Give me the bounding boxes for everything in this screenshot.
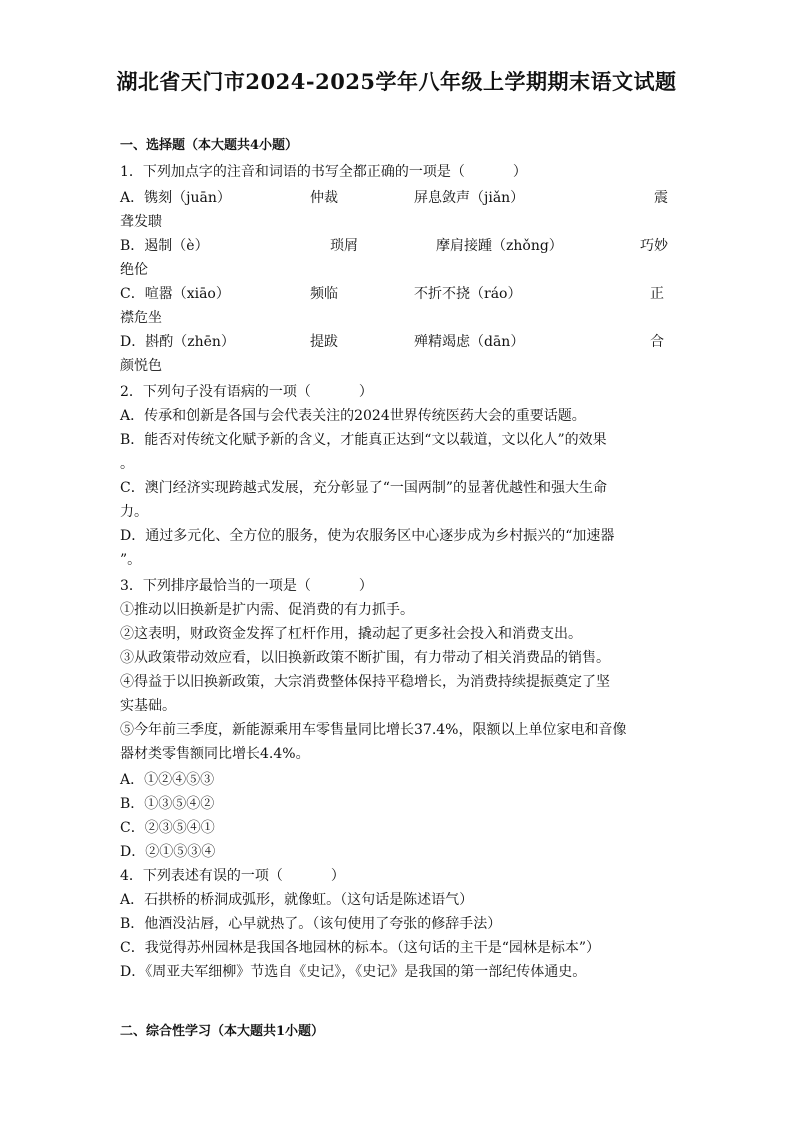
q2-option-d: D．通过多元化、全方位的服务，使为农服务区中心逐步成为乡村振兴的“加速器 — [120, 528, 615, 544]
q2-option-d-wrap: ”。 — [120, 552, 142, 568]
q3-option-b: B．①③⑤④② — [120, 796, 215, 812]
q3-sentence-2: ②这表明，财政资金发挥了杠杆作用，撬动起了更多社会投入和消费支出。 — [120, 626, 582, 642]
page-title: 湖北省天门市2024-2025学年八年级上学期期末语文试题 — [116, 69, 677, 94]
section-heading-comprehensive: 二、综合性学习（本大题共1小题） — [120, 1024, 325, 1039]
q1-option-a-word4: 震 — [654, 190, 668, 206]
q1-option-d-word1: D．斟酌（zhēn） — [120, 334, 235, 350]
question-1-stem: 1．下列加点字的注音和词语的书写全都正确的一项是（ ） — [120, 164, 527, 180]
q3-option-d: D．②①⑤③④ — [120, 844, 216, 860]
question-4-stem: 4．下列表述有误的一项（ ） — [120, 868, 345, 884]
q3-option-c: C．②③⑤④① — [120, 820, 215, 836]
q2-option-b: B．能否对传统文化赋予新的含义，才能真正达到“文以载道，文以化人”的效果 — [120, 432, 607, 448]
q1-option-c-word2: 频临 — [310, 286, 338, 302]
q1-option-b-wrap: 绝伦 — [120, 262, 148, 278]
q4-option-d: D．《周亚夫军细柳》节选自《史记》，《史记》是我国的第一部纪传体通史。 — [120, 964, 587, 980]
q1-option-a-word2: 仲裁 — [310, 190, 338, 206]
q1-option-b-word2: 琐屑 — [330, 238, 358, 254]
q4-option-c: C．我觉得苏州园林是我国各地园林的标本。（这句话的主干是“园林是标本”） — [120, 940, 601, 956]
q1-option-c-word3: 不折不挠（ráo） — [414, 286, 522, 302]
q1-option-a-word1: A．镌刻（juān） — [120, 190, 231, 206]
q1-option-c-word1: C．喧嚣（xiāo） — [120, 286, 230, 302]
q3-sentence-5-wrap: 器材类零售额同比增长4.4%。 — [120, 746, 310, 762]
q1-option-a-wrap: 聋发聩 — [120, 214, 162, 230]
question-2-stem: 2．下列句子没有语病的一项（ ） — [120, 384, 373, 400]
question-3-stem: 3．下列排序最恰当的一项是（ ） — [120, 578, 373, 594]
section-heading-choice: 一、选择题（本大题共4小题） — [120, 138, 299, 153]
q1-option-c-wrap: 襟危坐 — [120, 310, 162, 326]
q1-option-a-word3: 屏息敛声（jiǎn） — [414, 190, 525, 206]
q1-option-d-word4: 合 — [650, 334, 664, 350]
q2-option-a: A．传承和创新是各国与会代表关注的2024世界传统医药大会的重要话题。 — [120, 408, 586, 424]
q1-option-d-word3: 殚精竭虑（dān） — [414, 334, 525, 350]
q2-option-b-wrap: 。 — [120, 456, 134, 472]
q3-option-a: A．①②④⑤③ — [120, 772, 215, 788]
q1-option-b-word3: 摩肩接踵（zhǒng） — [436, 238, 563, 254]
q3-sentence-4-wrap: 实基础。 — [120, 698, 176, 714]
q2-option-c-wrap: 力。 — [120, 504, 148, 520]
q1-option-c-word4: 正 — [650, 286, 664, 302]
q3-sentence-3: ③从政策带动效应看，以旧换新政策不断扩围，有力带动了相关消费品的销售。 — [120, 650, 610, 666]
q1-option-b-word4: 巧妙 — [640, 238, 668, 254]
q3-sentence-5: ⑤今年前三季度，新能源乘用车零售量同比增长37.4%，限额以上单位家电和音像 — [120, 722, 627, 738]
q3-sentence-4: ④得益于以旧换新政策，大宗消费整体保持平稳增长，为消费持续提振奠定了坚 — [120, 674, 610, 690]
q4-option-b: B．他酒没沾唇，心早就热了。（该句使用了夸张的修辞手法） — [120, 916, 502, 932]
q3-sentence-1: ①推动以旧换新是扩内需、促消费的有力抓手。 — [120, 602, 414, 618]
q2-option-c: C．澳门经济实现跨越式发展，充分彰显了“一国两制”的显著优越性和强大生命 — [120, 480, 608, 496]
q1-option-d-wrap: 颜悦色 — [120, 358, 162, 374]
q4-option-a: A．石拱桥的桥洞成弧形，就像虹。（这句话是陈述语气） — [120, 892, 474, 908]
q1-option-d-word2: 提跋 — [310, 334, 338, 350]
q1-option-b-word1: B．遏制（è） — [120, 238, 209, 254]
